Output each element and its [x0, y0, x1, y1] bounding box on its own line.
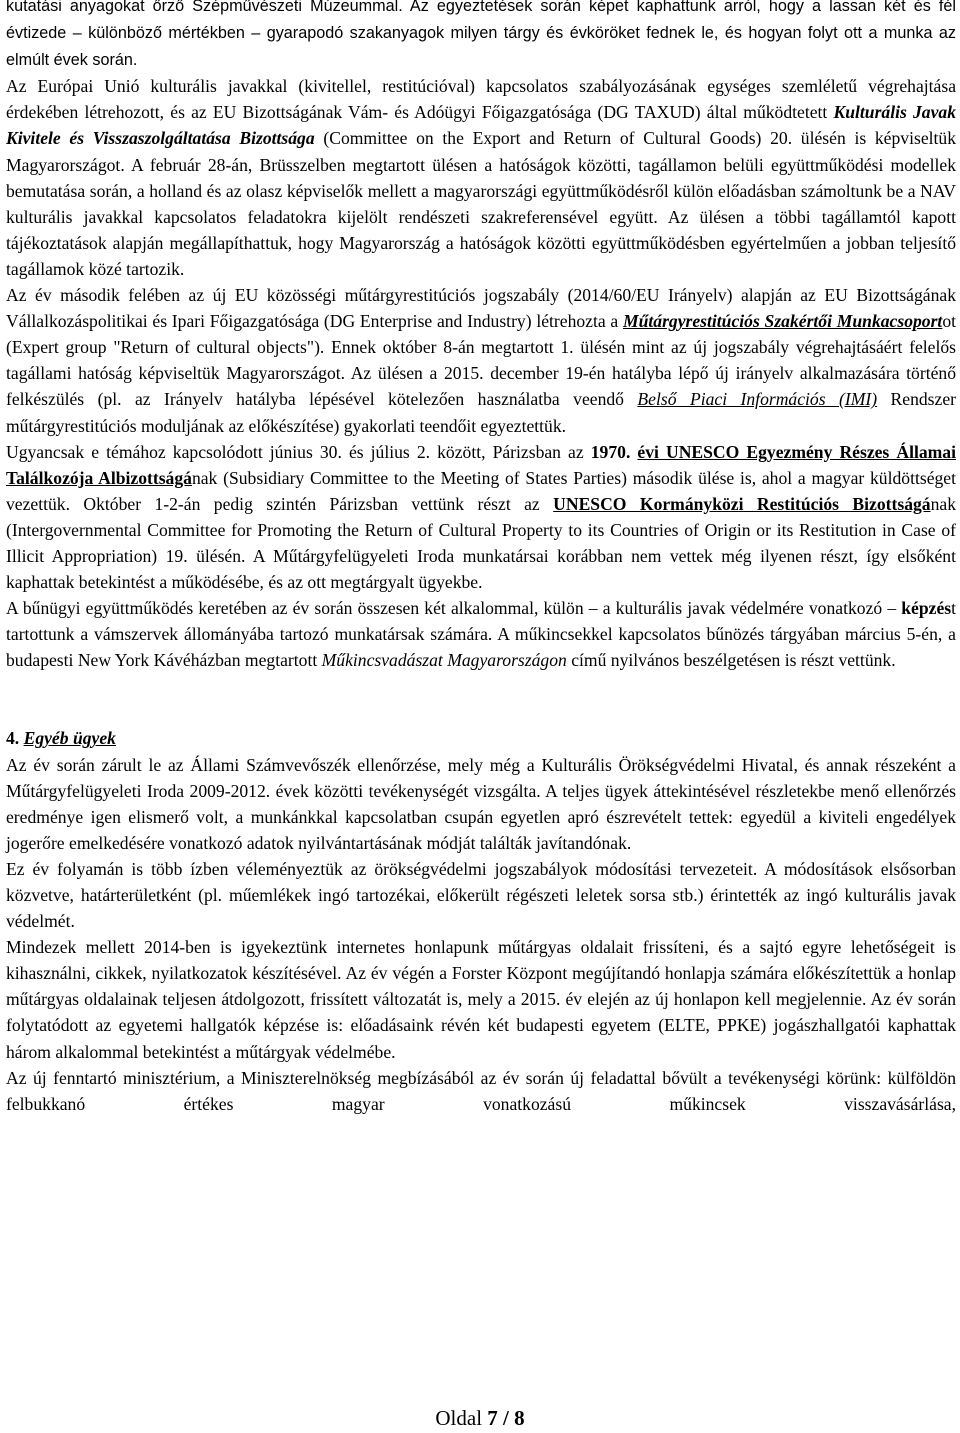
section-number: 4. — [6, 728, 24, 749]
text-run: Az év során zárult le az Állami Számvevőszék ellenőrzése, mely még a Kulturális Örökségvédelmi Hivatal, és annak részeként a Műtárgyfelügyeleti Iroda 2009-2012. évek közötti tevékenységét vizsgálta. A teljes ügyek áttekintésével részletekbe menő ellenőrzés eredménye igen elismerő volt, a munkánkkal kapcsolatban csupán egyetlen apró észrevételt tettek: egyedül a kiviteli engedélyek jogerőre emelkedésére vonatkozó adatok nyilvántartásának módját találták javítandónak. — [6, 754, 956, 853]
section-title: Egyéb ügyek — [23, 728, 116, 749]
text-run: Belső Piaci Információs (IMI) — [637, 389, 878, 410]
text-run: Ez év folyamán is több ízben véleményeztük az örökségvédelmi jogszabályok módosítási tervezeteit. A módosítások elsősorban közvetve, határterületként (pl. műemlékek ingó tartozékai, előkerült régészeti leletek sorsa stb.) érintették az ingó kulturális javak védelmét. — [6, 858, 956, 932]
page-current: 7 — [487, 1406, 498, 1430]
section-paragraphs — [6, 752, 956, 1117]
text-run: Műkincsvadászat Magyarországon — [321, 650, 567, 671]
paragraph — [6, 856, 956, 934]
paragraph — [6, 0, 956, 73]
text-run: A bűnügyi együttműködés keretében az év során összesen két alkalommal, külön – a kulturális javak védelmére vonatkozó – — [6, 598, 902, 619]
paragraph — [6, 1065, 956, 1117]
paragraph — [6, 73, 956, 282]
page-footer — [0, 1405, 960, 1431]
paragraph — [6, 752, 956, 856]
section-heading — [6, 725, 956, 751]
text-run: Az év második felében az új EU közösségi műtárgyrestitúciós jogszabály (2014/60/EU Irányelv) alapján az EU Bizottságának Vállalkozáspolitikai és Ipari Főigazgatósága (DG Enterprise and Industry) létrehozta a — [6, 285, 956, 332]
text-run: című nyilvános beszélgetésen is részt vettünk. — [566, 650, 896, 671]
text-run: évi UNESCO Egyezmény Részes Államai Találkozója Albizottságá — [6, 441, 956, 488]
text-run: nak (Subsidiary Committee to the Meeting of States Parties) második ülése is, ahol a magyar küldöttséget vezettük. Október 1-2-án pedig szintén Párizsban vettünk részt az — [6, 467, 956, 514]
text-run: (Committee on the Export and Return of Cultural Goods) 20. ülésén is képviseltük Magyarországot. A február 28-án, Brüsszelben megtartott ülésen a hatóságok közötti, tagállamon belüli együttműködési modellek bemutatása során, a holland és az olasz képviselők mellett a magyarországi együttműködésről külön előadásban számoltunk be a NAV kulturális javakkal kapcsolatos feladatokra kijelölt rendészeti szakreferensével együtt. Az ülésen a többi tagállamtól kapott tájékoztatások alapján megállapíthattuk, hogy Magyarország a hatóságok közötti együttműködésben egyértelműen a jobban teljesítő tagállamok közé tartozik. — [6, 128, 957, 279]
paragraph — [6, 282, 956, 439]
text-run: Kulturális Javak Kivitele és Visszaszolgáltatása Bizottsága — [6, 102, 957, 149]
text-run: Az egyeztetések során képet kaphattunk arról, hogy a lassan két és fél évtizede – különböző mértékben – gyarapodó szakanyagok milyen tárgy és évköröket fednek le, és hogyan folyt ott a munka az elmúlt évek során. — [6, 0, 956, 70]
text-run: Rendszer műtárgyrestitúciós moduljának az előkészítése) gyakorlati teendőit egyeztettük. — [6, 389, 956, 436]
text-run: képzés — [901, 598, 952, 619]
paragraph — [6, 439, 956, 596]
document-body — [6, 0, 956, 1117]
page-total: 8 — [514, 1406, 525, 1430]
text-run: Mindezek mellett 2014-ben is igyekeztünk internetes honlapunk műtárgyas oldalait frissíteni, és a sajtó egyre lehetőségeit is kihasználni, cikkek, nyilatkozatok készítésével. Az év végén a Forster Központ megújítandó honlapja számára előkészítettük a honlap műtárgyas oldalainak teljesen átdolgozott, frissített változatát is, mely a 2015. év elején az új honlapon kell megjelennie. Az év során folytatódott az egyetemi hallgatók képzése is: előadásaink révén két budapesti egyetem (ELTE, PPKE) jogászhallgatói kaphattak három alkalommal betekintést a műtárgyak védelmébe. — [6, 937, 956, 1062]
page-separator: / — [497, 1406, 515, 1430]
text-run: Az Európai Unió kulturális javakkal (kivitellel, restitúcióval) kapcsolatos szabályozásának egységes szemléletű végrehajtása érdekében létrehozott, és az EU Bizottságának Vám- és Adóügyi Főigazgatósága (DG TAXUD) által működtetett — [6, 76, 956, 123]
page-label: Oldal — [435, 1406, 488, 1430]
text-run: nak (Intergovernmental Committee for Promoting the Return of Cultural Property to its Countries of Origin or its Restitution in Case of Illicit Appropriation) 19. ülésén. A Műtárgyfelügyeleti Iroda munkatársai korábban nem vettek még ilyenen részt, így elsőként kaphattak betekintést a működésébe, és az ott megtárgyalt ügyekbe. — [6, 493, 956, 593]
text-run: UNESCO Kormányközi Restitúciós Bizottságá — [553, 493, 931, 514]
text-run: 1970. — [590, 441, 631, 462]
text-run: Az új fenntartó minisztérium, a Miniszterelnökség megbízásából az év során új feladattal bővült a tevékenységi körünk: külföldön felbukkanó értékes magyar vonatkozású műkincsek visszavásárlása, — [6, 1067, 956, 1114]
text-run: kutatási anyagokat őrző Szépművészeti Múzeummal. — [6, 0, 410, 15]
text-run: Műtárgyrestitúciós Szakértői Munkacsoport — [622, 311, 943, 332]
text-run: ot (Expert group "Return of cultural objects"). Ennek október 8-án megtartott 1. ülésén mint az új jogszabály végrehajtásáért felelős tagállami hatóság képviseltük Magyarországot. Az ülésen a 2015. december 19-én hatályba lépő új irányelv alkalmazására történő felkészülés (pl. az Irányelv hatályba lépésével kötelezően használatba veendő — [6, 311, 957, 410]
text-run: Ugyancsak e témához kapcsolódott június 30. és július 2. között, Párizsban az — [6, 441, 591, 462]
paragraph — [6, 934, 956, 1064]
paragraph — [6, 595, 956, 673]
paragraphs — [6, 0, 956, 673]
text-run: t tartottunk a vámszervek állományába tartozó munkatársak számára. A műkincsekkel kapcsolatos bűnözés tárgyában március 5-én, a budapesti New York Kávéházban megtartott — [6, 598, 956, 671]
